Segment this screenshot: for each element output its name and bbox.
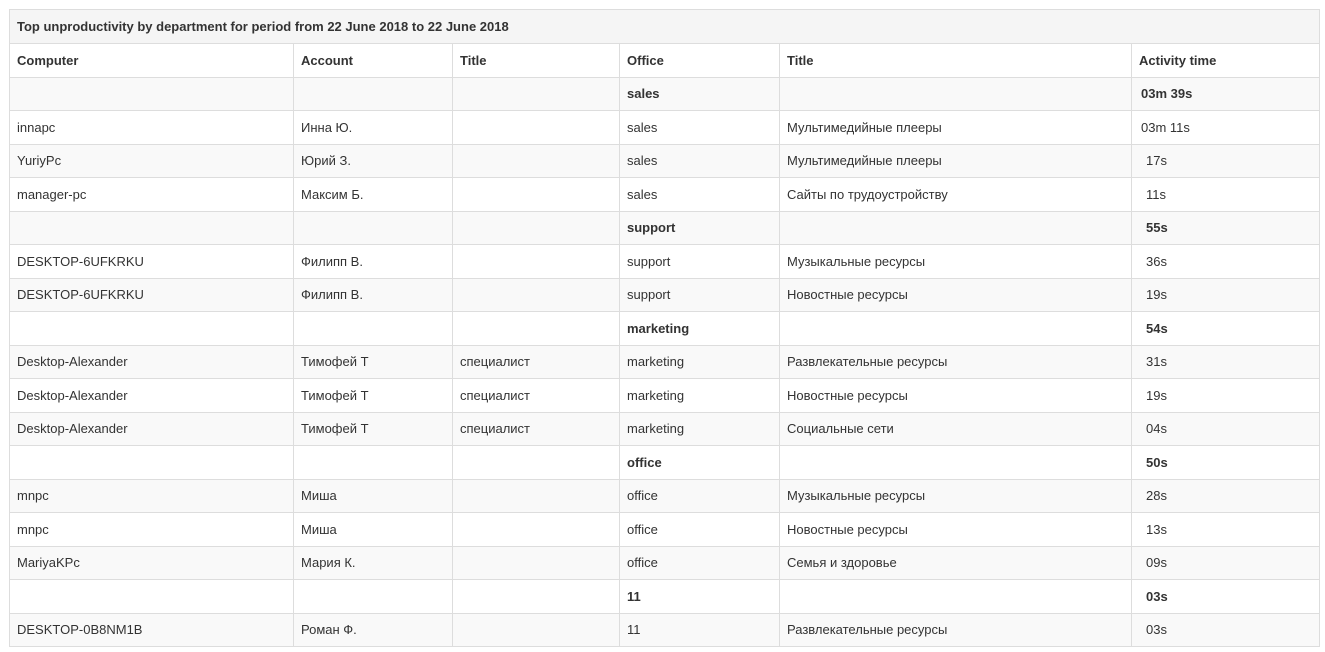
cell-title	[453, 580, 620, 614]
cell-office: office	[620, 546, 780, 580]
cell-computer: DESKTOP-6UFKRKU	[10, 245, 294, 279]
cell-office: sales	[620, 178, 780, 212]
cell-office: support	[620, 211, 780, 245]
cell-account: Тимофей Т	[294, 412, 453, 446]
cell-title	[453, 178, 620, 212]
cell-office: support	[620, 245, 780, 279]
column-header-office: Office	[620, 44, 780, 78]
cell-title	[453, 77, 620, 111]
cell-computer	[10, 211, 294, 245]
cell-office: office	[620, 446, 780, 480]
unproductivity-table	[9, 9, 1320, 647]
cell-computer: mnpc	[10, 479, 294, 513]
cell-category	[780, 312, 1132, 346]
report-title: Top unproductivity by department for period from 22 June 2018 to 22 June 2018	[10, 10, 1320, 44]
cell-title	[453, 513, 620, 547]
cell-title	[453, 278, 620, 312]
cell-computer: Desktop-Alexander	[10, 345, 294, 379]
cell-activity-time: 50s	[1132, 446, 1320, 480]
cell-computer	[10, 580, 294, 614]
cell-title	[453, 613, 620, 647]
cell-account: Юрий З.	[294, 144, 453, 178]
cell-office: marketing	[620, 412, 780, 446]
cell-activity-time: 28s	[1132, 479, 1320, 513]
cell-category: Новостные ресурсы	[780, 379, 1132, 413]
cell-computer: manager-pc	[10, 178, 294, 212]
table-row	[10, 546, 1320, 580]
cell-account: Мария К.	[294, 546, 453, 580]
cell-title	[453, 111, 620, 145]
cell-office: marketing	[620, 379, 780, 413]
table-row	[10, 513, 1320, 547]
cell-activity-time: 04s	[1132, 412, 1320, 446]
cell-category: Развлекательные ресурсы	[780, 345, 1132, 379]
cell-computer	[10, 446, 294, 480]
cell-account: Тимофей Т	[294, 379, 453, 413]
cell-account	[294, 211, 453, 245]
cell-computer: Desktop-Alexander	[10, 412, 294, 446]
cell-account: Филипп В.	[294, 278, 453, 312]
cell-category: Развлекательные ресурсы	[780, 613, 1132, 647]
cell-category: Социальные сети	[780, 412, 1132, 446]
table-row	[10, 379, 1320, 413]
cell-office: office	[620, 513, 780, 547]
cell-account: Филипп В.	[294, 245, 453, 279]
cell-office: support	[620, 278, 780, 312]
cell-office: 11	[620, 613, 780, 647]
cell-computer: MariyaKPc	[10, 546, 294, 580]
cell-title	[453, 446, 620, 480]
cell-computer: mnpc	[10, 513, 294, 547]
table-row	[10, 613, 1320, 647]
group-row	[10, 446, 1320, 480]
column-header-account: Account	[294, 44, 453, 78]
cell-account: Тимофей Т	[294, 345, 453, 379]
column-header-activity-time: Activity time	[1132, 44, 1320, 78]
cell-activity-time: 31s	[1132, 345, 1320, 379]
cell-account	[294, 580, 453, 614]
cell-computer	[10, 77, 294, 111]
cell-title	[453, 312, 620, 346]
cell-title	[453, 211, 620, 245]
cell-account: Миша	[294, 513, 453, 547]
table-header-row	[10, 44, 1320, 78]
cell-office: office	[620, 479, 780, 513]
cell-title: специалист	[453, 412, 620, 446]
cell-computer: innapc	[10, 111, 294, 145]
cell-activity-time: 03m 39s	[1132, 77, 1320, 111]
cell-activity-time: 13s	[1132, 513, 1320, 547]
cell-computer: DESKTOP-0B8NM1B	[10, 613, 294, 647]
cell-category: Музыкальные ресурсы	[780, 245, 1132, 279]
cell-computer	[10, 312, 294, 346]
table-row	[10, 345, 1320, 379]
cell-account	[294, 446, 453, 480]
group-row	[10, 77, 1320, 111]
cell-category	[780, 446, 1132, 480]
cell-title: специалист	[453, 379, 620, 413]
cell-category: Сайты по трудоустройству	[780, 178, 1132, 212]
cell-account: Инна Ю.	[294, 111, 453, 145]
group-row	[10, 312, 1320, 346]
table-row	[10, 412, 1320, 446]
cell-title: специалист	[453, 345, 620, 379]
column-header-title: Title	[453, 44, 620, 78]
group-row	[10, 580, 1320, 614]
cell-office: marketing	[620, 345, 780, 379]
table-row	[10, 178, 1320, 212]
cell-office: marketing	[620, 312, 780, 346]
cell-category: Новостные ресурсы	[780, 278, 1132, 312]
column-header-computer: Computer	[10, 44, 294, 78]
cell-activity-time: 36s	[1132, 245, 1320, 279]
report-panel	[9, 9, 1319, 647]
cell-computer: YuriyPc	[10, 144, 294, 178]
cell-account: Миша	[294, 479, 453, 513]
cell-activity-time: 17s	[1132, 144, 1320, 178]
column-header-category-title: Title	[780, 44, 1132, 78]
cell-title	[453, 546, 620, 580]
cell-category	[780, 580, 1132, 614]
table-row	[10, 245, 1320, 279]
cell-computer: DESKTOP-6UFKRKU	[10, 278, 294, 312]
cell-title	[453, 245, 620, 279]
table-row	[10, 278, 1320, 312]
cell-office: sales	[620, 111, 780, 145]
cell-category	[780, 211, 1132, 245]
cell-activity-time: 19s	[1132, 379, 1320, 413]
table-body	[10, 77, 1320, 647]
cell-title	[453, 479, 620, 513]
cell-category: Мультимедийные плееры	[780, 144, 1132, 178]
cell-office: sales	[620, 144, 780, 178]
cell-activity-time: 19s	[1132, 278, 1320, 312]
cell-activity-time: 11s	[1132, 178, 1320, 212]
cell-account: Максим Б.	[294, 178, 453, 212]
cell-account	[294, 77, 453, 111]
table-row	[10, 111, 1320, 145]
cell-category: Семья и здоровье	[780, 546, 1132, 580]
cell-office: 11	[620, 580, 780, 614]
cell-category: Новостные ресурсы	[780, 513, 1132, 547]
cell-activity-time: 03s	[1132, 613, 1320, 647]
cell-computer: Desktop-Alexander	[10, 379, 294, 413]
table-row	[10, 479, 1320, 513]
cell-category	[780, 77, 1132, 111]
cell-activity-time: 03m 11s	[1132, 111, 1320, 145]
cell-activity-time: 09s	[1132, 546, 1320, 580]
table-row	[10, 144, 1320, 178]
cell-category: Музыкальные ресурсы	[780, 479, 1132, 513]
cell-activity-time: 55s	[1132, 211, 1320, 245]
cell-office: sales	[620, 77, 780, 111]
cell-account: Роман Ф.	[294, 613, 453, 647]
cell-activity-time: 54s	[1132, 312, 1320, 346]
cell-activity-time: 03s	[1132, 580, 1320, 614]
cell-account	[294, 312, 453, 346]
cell-category: Мультимедийные плееры	[780, 111, 1132, 145]
group-row	[10, 211, 1320, 245]
cell-title	[453, 144, 620, 178]
